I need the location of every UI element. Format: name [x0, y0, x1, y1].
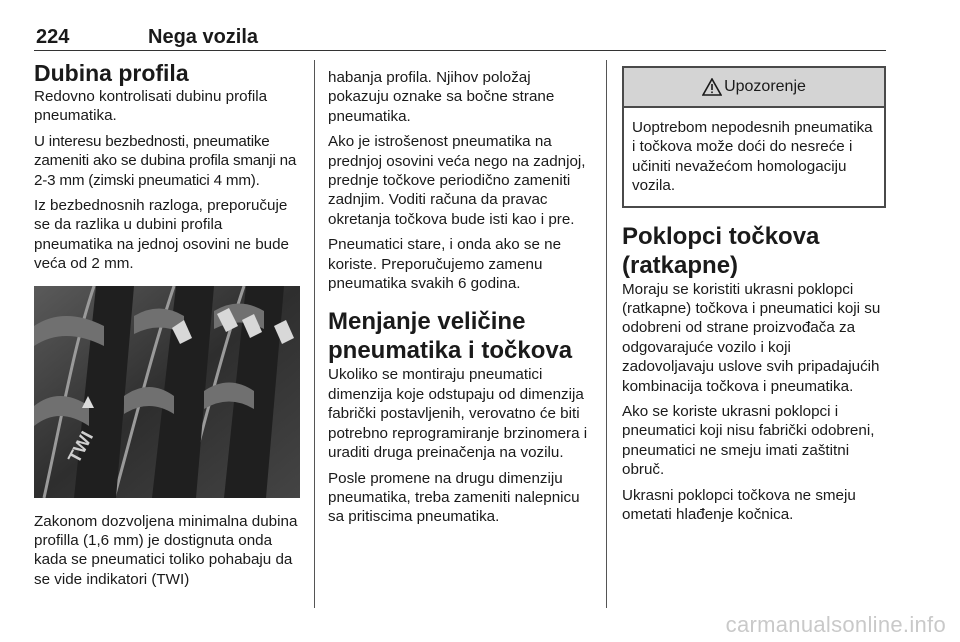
watermark: carmanualsonline.info: [725, 612, 946, 637]
warning-text: Uoptrebom nepodesnih pneumatika i točkova može doći do nesreće i učiniti nevažećom homologaciju vozila.: [632, 119, 873, 195]
tyre-tread-illustration: [34, 286, 300, 498]
page-number: 224: [36, 26, 70, 48]
warning-body: [624, 108, 884, 206]
paragraph: Zakonom dozvoljena minimalna dubina profilla (1,6 mm) je dostignuta onda kada se pneumatici toliko pohabaju da se vide indikatori (TWI): [34, 512, 298, 588]
column-divider-1: [314, 60, 315, 608]
column-2: [328, 68, 592, 533]
page-header: [34, 20, 886, 50]
header-rule: [34, 50, 886, 51]
paragraph: Posle promene na drugu dimenziju pneumatika, treba zameniti nalepnicu sa pritiscima pneumatika.: [328, 469, 580, 526]
paragraph: Pneumatici stare, i onda ako se ne koriste. Preporučujemo zamenu pneumatika svakih 6 godina.: [328, 236, 562, 293]
paragraph: Ako je istrošenost pneumatika na prednjoj osovini veća nego na zadnjoj, prednje točkove periodično zameniti zadnjim. Voditi računa da pravac okretanja točkova bude isti kao i pre.: [328, 133, 586, 228]
paragraph: Redovno kontrolisati dubinu profila pneumatika.: [34, 88, 268, 125]
paragraph: Ukrasni poklopci točkova ne smeju ometati hlađenje kočnica.: [622, 486, 856, 524]
paragraph: habanja profila. Njihov položaj pokazuju oznake sa bočne strane pneumatika.: [328, 69, 555, 125]
warning-title: Upozorenje: [724, 78, 806, 95]
warning-box: [622, 66, 886, 208]
section-title-wheel-covers: Poklopci točkova (ratkapne): [622, 222, 820, 279]
paragraph: Ako se koriste ukrasni poklopci i pneumatici koji nisu fabrički odobreni, pneumatici ne smeju imati zaštitni obruč.: [622, 403, 875, 479]
chapter-title: Nega vozila: [148, 26, 259, 48]
paragraph: Iz bezbednosnih razloga, preporučuje se da razlika u dubini profila pneumatika na jednoj osovini ne bude veća od 2 mm.: [34, 197, 289, 273]
warning-triangle-icon: [702, 78, 722, 96]
paragraph: Moraju se koristiti ukrasni poklopci (ratkapne) točkova i pneumatici koji su odobreni od strane proizvođača za odgovarajuće vozilo i koji zadovoljavaju uslove svih pripadajućih kombinacija točkova i pneumatika.: [622, 280, 881, 395]
paragraph: Ukoliko se montiraju pneumatici dimenzija koje odstupaju od dimenzija fabrički postavljenih, verovatno će biti potrebno reprogramiranje brzinomera i uraditi druga preinačenja na vozilu.: [328, 366, 588, 462]
warning-header: [624, 68, 884, 108]
column-divider-2: [606, 60, 607, 608]
section-title-tread-depth: Dubina profila: [34, 60, 189, 86]
twi-label: TWI: [64, 427, 98, 467]
section-title-tyre-size: Menjanje veličine pneumatika i točkova: [328, 308, 573, 365]
column-1: [34, 60, 300, 595]
column-3: [622, 66, 886, 531]
paragraph: U interesu bezbednosti, pneumatike zameniti ako se dubina profila smanji na 2-3 mm (zimski pneumatici 4 mm).: [34, 132, 297, 189]
